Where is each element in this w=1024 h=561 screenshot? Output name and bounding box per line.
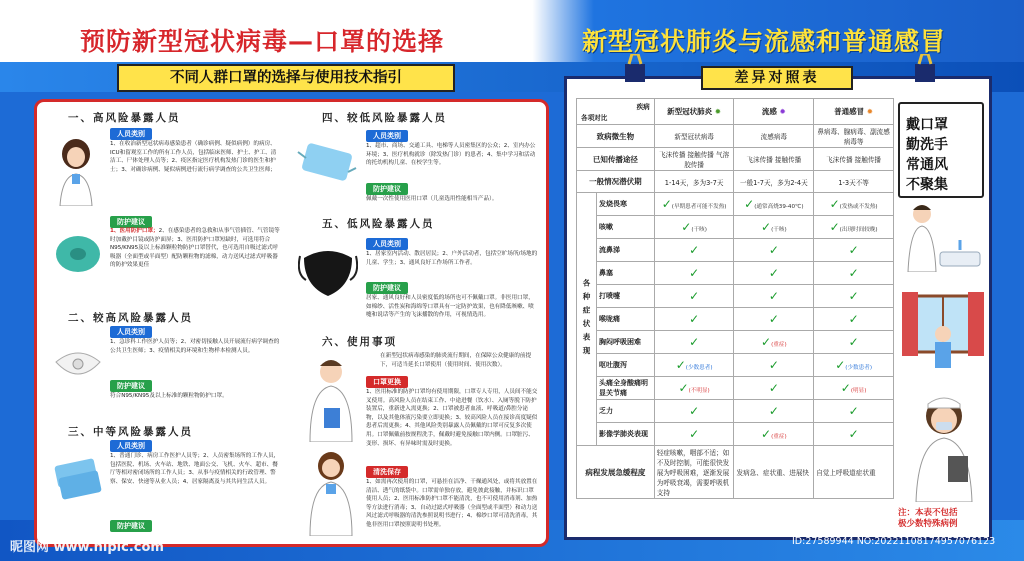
s2-advice-text: 符合N95/KN95及以上标准的颗粒物防护口罩。 (110, 393, 228, 399)
symptom-cell (654, 308, 734, 331)
symptom-cell (734, 377, 814, 400)
check-icon: ✓ (768, 312, 779, 326)
symptom-cell (734, 331, 814, 354)
s6-tag-clean: 清洗保存 (366, 466, 408, 478)
diag-bottom: 各项对比 (581, 114, 608, 122)
symptom-cell (654, 216, 734, 239)
symptom-cell (814, 239, 894, 262)
symptom-cell (654, 239, 734, 262)
check-icon: ✓ (761, 427, 772, 441)
slogan-line-4: 不聚集 (906, 177, 948, 193)
col-covid (654, 99, 734, 125)
s4-advice-text: 佩戴一次性使用医用口罩（儿童选用性能相当产品）。 (366, 196, 498, 202)
row-label: 一般情况潜伏期 (577, 171, 655, 193)
check-icon: ✓ (744, 197, 755, 211)
check-icon: ✓ (768, 243, 779, 257)
symptom-cell (814, 308, 894, 331)
note-line-1: 注：本表不包括 (898, 508, 958, 518)
symptom-cell (734, 262, 814, 285)
symptom-label: 发烧畏寒 (596, 193, 654, 216)
symptom-label: 鼻塞 (596, 262, 654, 285)
symptom-label: 乏力 (596, 400, 654, 423)
diag-top: 疾病 (636, 103, 650, 111)
check-icon: ✓ (689, 289, 700, 303)
cell: 飞沫传播 接触传播 气溶胶传播 (654, 148, 734, 171)
symptom-note: (早期患者可能不发热) (671, 204, 727, 210)
surgical-masks-stack-icon (52, 456, 106, 502)
symptom-note: (不明显) (688, 388, 710, 394)
table-note (898, 508, 958, 530)
symptom-cell (734, 239, 814, 262)
s6-replace-text: 1、医用标准的防护口罩均有使用期限，口罩专人专用，人员间不能交叉使用。高风险人员在结束工作、中途进餐（饮水）、入厕等脱下防护装置后，重新进入需更换；2、口罩被患者血液、呼吸道/鼻腔分泌物，以及其他体液污染要立即更换；3、较高风险人员在接诊高度疑似患者后需更换；4、其他风险类别暴露人员佩戴的口罩可反复多次使用。口罩佩戴前按规程洗手，佩戴时避免接触口罩内侧。口罩脏污、变形、损坏、有异味时需及时更换。 (366, 389, 538, 447)
check-icon: ✓ (768, 289, 779, 303)
symptom-cell (734, 400, 814, 423)
s1-category-text: 1、在收治新型冠状病毒感染患者（确诊病例、疑似病例）的病房、ICU和留观室工作的所有工作人员，包括临床医师、护士、护工、清洁工、尸体处理人员等；2、疫区指定医疗机构发热门诊的医生和护士；3、对确诊病例、疑似病例进行流行病学调查的公共卫生医师； (110, 141, 277, 173)
symptom-row (577, 377, 894, 400)
s4-tag-category: 人员类别 (366, 130, 408, 142)
virus-orange-icon: ✹ (866, 107, 874, 116)
cell: 发病急、症状重、进展快 (734, 446, 814, 499)
symptom-cell (654, 377, 734, 400)
cell: 一般1-7天，多为2-4天 (734, 171, 814, 193)
check-icon: ✓ (768, 358, 779, 372)
slogan-line-2: 勤洗手 (906, 137, 948, 153)
nurse-holding-clipboard-icon (902, 392, 984, 502)
s1-tag-category: 人员类别 (110, 128, 152, 140)
symptom-cell (814, 262, 894, 285)
left-title: 预防新型冠状病毒—口罩的选择 (80, 27, 445, 56)
section-lower-risk-title: 四、较低风险暴露人员 (322, 112, 447, 124)
check-icon: ✓ (678, 381, 689, 395)
subtitle: 不同人群口罩的选择与使用技术指引 (117, 64, 455, 92)
symptom-row (577, 216, 894, 239)
col-cold (814, 99, 894, 125)
symptom-cell (734, 193, 814, 216)
surgical-mask-icon (296, 138, 358, 188)
black-mask-icon (298, 240, 358, 302)
s1-advice-rest: 2、在感染患者的急救和从事气管插管、气管镜等时加戴护目镜或防护面屏；3、医用防护口罩短缺时，可选用符合N95/KN95及以上标准颗粒物防护口罩替代，也可选用自吸过滤式呼吸器（全面型或半面型）配防颗粒物的滤棉，动力送风过滤式呼吸器的防护效果更佳 (110, 228, 280, 269)
cell: 飞沫传播 接触传播 (734, 148, 814, 171)
check-icon: ✓ (761, 335, 772, 349)
row-label: 致病微生物 (577, 125, 655, 148)
symptom-row (577, 400, 894, 423)
female-doctor-icon (302, 450, 360, 536)
symptom-note: (少数患者) (685, 365, 713, 371)
symptom-cell (654, 354, 734, 377)
image-id-text: ID:27589944 NO:20221108174957076123 (792, 536, 996, 547)
check-icon: ✓ (829, 197, 840, 211)
section-higher-risk-title: 二、较高风险暴露人员 (68, 312, 193, 324)
symptom-note: (重症) (771, 434, 787, 440)
col-flu-label: 流感 (761, 107, 777, 116)
binder-clip-left-icon (620, 54, 650, 82)
symptom-label: 影像学肺炎表现 (596, 423, 654, 446)
diff-table-title: 差异对照表 (701, 66, 853, 90)
symptom-cell (654, 193, 734, 216)
symptom-cell (734, 423, 814, 446)
symptom-row (577, 331, 894, 354)
symptom-cell (814, 400, 894, 423)
symptom-cell (814, 285, 894, 308)
nurse-figure-icon (52, 136, 100, 206)
cell: 自觉上呼吸道症状重 (814, 446, 894, 499)
row-label: 已知传播途径 (577, 148, 655, 171)
s1-tag-advice: 防护建议 (110, 216, 152, 228)
s5-tag-category: 人员类别 (366, 238, 408, 250)
virus-green-icon: ✹ (714, 107, 722, 116)
table-row (577, 148, 894, 171)
s5-advice-text: 居家、通风良好和人员密度低的场所也可不佩戴口罩。非医用口罩，如棉纱、活性炭和海绵等口罩具有一定防护效果，也有降低咳嗽、喷嚏和说话等产生的飞沫播散的作用，可视情选用。 (366, 295, 534, 319)
note-line-2: 极少数特殊病例 (898, 519, 958, 529)
check-icon: ✓ (761, 220, 772, 234)
diagonal-header-cell (577, 99, 655, 125)
check-icon: ✓ (835, 358, 846, 372)
check-icon: ✓ (848, 289, 859, 303)
check-icon: ✓ (768, 404, 779, 418)
symptom-note: (干咳) (771, 227, 787, 233)
symptom-note: (出现时间较晚) (839, 227, 878, 233)
handwashing-figure-icon (900, 200, 986, 272)
symptom-cell (654, 331, 734, 354)
check-icon: ✓ (829, 220, 840, 234)
symptom-note: (干咳) (691, 227, 707, 233)
symptom-row (577, 423, 894, 446)
symptom-row (577, 308, 894, 331)
s2-tag-category: 人员类别 (110, 326, 152, 338)
symptom-cell (814, 193, 894, 216)
watermark: 昵图网 www.nipic.com (10, 540, 164, 555)
check-icon: ✓ (689, 335, 700, 349)
symptom-cell (654, 400, 734, 423)
symptom-cell (814, 354, 894, 377)
check-icon: ✓ (675, 358, 686, 372)
symptom-cell (734, 285, 814, 308)
s6-clean-text: 1、如需再次使用的口罩，可悬挂在洁净、干燥通风处，或将其放置在清洁、透气的纸袋中。口罩需单独存放，避免彼此接触，并标识口罩使用人员；2、医用标准防护口罩不能清洗，也不可使用消毒剂、加热等方法进行消毒；3、自动过滤式呼吸器（全面型或半面型）和动力送风过滤式呼吸器的清洗参照说明书进行；4、棉纱口罩可清洗消毒，其他非医用口罩按照说明书处理。 (366, 479, 538, 528)
slogan-line-3: 常通风 (906, 157, 948, 173)
cell: 轻症咳嗽，咽部不适；如不及时控制，可能很快发展为呼吸困难，逐渐发展为呼吸衰竭，需要呼吸机支持 (654, 446, 734, 499)
s3-category-text: 1、普通门诊、病房工作医护人员等；2、人员密集场所的工作人员，包括医院、机场、火车站、地铁、地面公交、飞机、火车、超市、餐厅等相对密闭场所的工作人员；3、从事与疫情相关的行政管理、警察、保安、快递等从业人员；4、居家隔离及与其共同生活人员。 (110, 453, 280, 485)
binder-clip-right-icon (910, 54, 940, 82)
section-usage-title: 六、使用事项 (322, 336, 397, 348)
symptom-label: 打喷嚏 (596, 285, 654, 308)
s2-category-text: 1、急诊科工作医护人员等；2、对密切接触人员开展流行病学调查的公共卫生医师；3、疫情相关的环境和生物样本检测人员。 (110, 339, 280, 354)
symptom-label: 喉咙痛 (596, 308, 654, 331)
check-icon: ✓ (848, 427, 859, 441)
check-icon: ✓ (848, 266, 859, 280)
symptom-cell (734, 216, 814, 239)
table-row (577, 171, 894, 193)
check-icon: ✓ (689, 266, 700, 280)
symptom-note: (明显) (850, 388, 867, 394)
cell: 流感病毒 (734, 125, 814, 148)
symptom-row (577, 354, 894, 377)
table-row (577, 446, 894, 499)
symptom-label: 呕吐腹泻 (596, 354, 654, 377)
s1-advice-text (110, 227, 280, 270)
symptom-cell (654, 423, 734, 446)
virus-purple-icon: ✹ (779, 107, 786, 116)
symptom-note: (发热或不发热) (839, 204, 878, 210)
s5-category-text: 1、居家室内活动、散居居民；2、户外活动者，包括空旷场所/场地的儿童、学生；3、通风良好工作场所工作者。 (366, 251, 538, 266)
symptom-label: 头痛全身酸痛明显关节痛 (596, 377, 654, 400)
cell: 1-3天不等 (814, 171, 894, 193)
s3-tag-advice: 防护建议 (110, 520, 152, 532)
right-title: 新型冠状肺炎与流感和普通感冒 (582, 27, 947, 56)
s3-tag-category: 人员类别 (110, 440, 152, 452)
symptom-cell (654, 262, 734, 285)
check-icon: ✓ (848, 335, 859, 349)
symptom-label: 胸闷呼吸困难 (596, 331, 654, 354)
symptom-row (577, 285, 894, 308)
symptom-cell (814, 216, 894, 239)
symptom-row (577, 262, 894, 285)
section-high-risk-title: 一、高风险暴露人员 (68, 112, 181, 124)
cell: 1-14天，多为3-7天 (654, 171, 734, 193)
male-doctor-icon (302, 356, 360, 442)
section-medium-risk-title: 三、中等风险暴露人员 (68, 426, 193, 438)
symptom-label: 流鼻涕 (596, 239, 654, 262)
cell: 新型冠状病毒 (654, 125, 734, 148)
symptom-note: (重症) (771, 342, 787, 348)
check-icon: ✓ (689, 243, 700, 257)
symptom-cell (654, 285, 734, 308)
table-row (577, 125, 894, 148)
symptom-cell (814, 377, 894, 400)
col-covid-label: 新型冠状肺炎 (667, 107, 713, 116)
symptom-note: (少数患者) (845, 365, 873, 371)
s4-category-text: 1、超市、商场、交通工具、电梯等人员密集区的公众；2、室内办公环境；3、医疗机构就诊（除发热门诊）的患者；4、集中学习和活动的托幼机构儿童、在校学生等。 (366, 143, 536, 167)
symptom-cell (734, 354, 814, 377)
n95-mask-icon (52, 228, 104, 276)
check-icon: ✓ (689, 427, 700, 441)
s2-tag-advice: 防护建议 (110, 380, 152, 392)
check-icon: ✓ (848, 312, 859, 326)
s5-tag-advice: 防护建议 (366, 282, 408, 294)
s6-tag-replace: 口罩更换 (366, 376, 408, 388)
slogan-line-1: 戴口罩 (906, 117, 948, 133)
symptom-note: (通常高烧39-40℃) (754, 204, 804, 210)
slogan-text (906, 115, 948, 195)
section-low-risk-title: 五、低风险暴露人员 (322, 218, 435, 230)
row-label: 病程发展急缓程度 (577, 446, 655, 499)
check-icon: ✓ (848, 243, 859, 257)
comparison-table (576, 98, 894, 499)
check-icon: ✓ (681, 220, 692, 234)
check-icon: ✓ (768, 266, 779, 280)
cell: 飞沫传播 接触传播 (814, 148, 894, 171)
symptom-label: 咳嗽 (596, 216, 654, 239)
table-header-row (577, 99, 894, 125)
check-icon: ✓ (689, 312, 700, 326)
s4-tag-advice: 防护建议 (366, 183, 408, 195)
symptom-group-label: 各种症状表现 (577, 193, 597, 446)
symptom-cell (734, 308, 814, 331)
symptom-row (577, 239, 894, 262)
cell: 鼻病毒、腺病毒、副流感病毒等 (814, 125, 894, 148)
ventilation-window-icon (902, 290, 984, 372)
symptom-rows (577, 193, 894, 446)
symptom-row (577, 193, 894, 216)
symptom-cell (814, 331, 894, 354)
check-icon: ✓ (661, 197, 672, 211)
col-cold-label: 普通感冒 (834, 107, 865, 116)
s1-advice-red: 1、医用防护口罩； (110, 228, 159, 234)
s6-intro-text: 在新型冠状病毒感染的肺炎流行期间，在保障公众健康的前提下，可适当延长口罩使用（使用时间、使用次数）。 (380, 353, 532, 368)
respirator-mask-icon (52, 342, 104, 386)
check-icon: ✓ (840, 381, 851, 395)
symptom-cell (814, 423, 894, 446)
check-icon: ✓ (848, 404, 859, 418)
check-icon: ✓ (768, 381, 779, 395)
check-icon: ✓ (689, 404, 700, 418)
col-flu (734, 99, 814, 125)
